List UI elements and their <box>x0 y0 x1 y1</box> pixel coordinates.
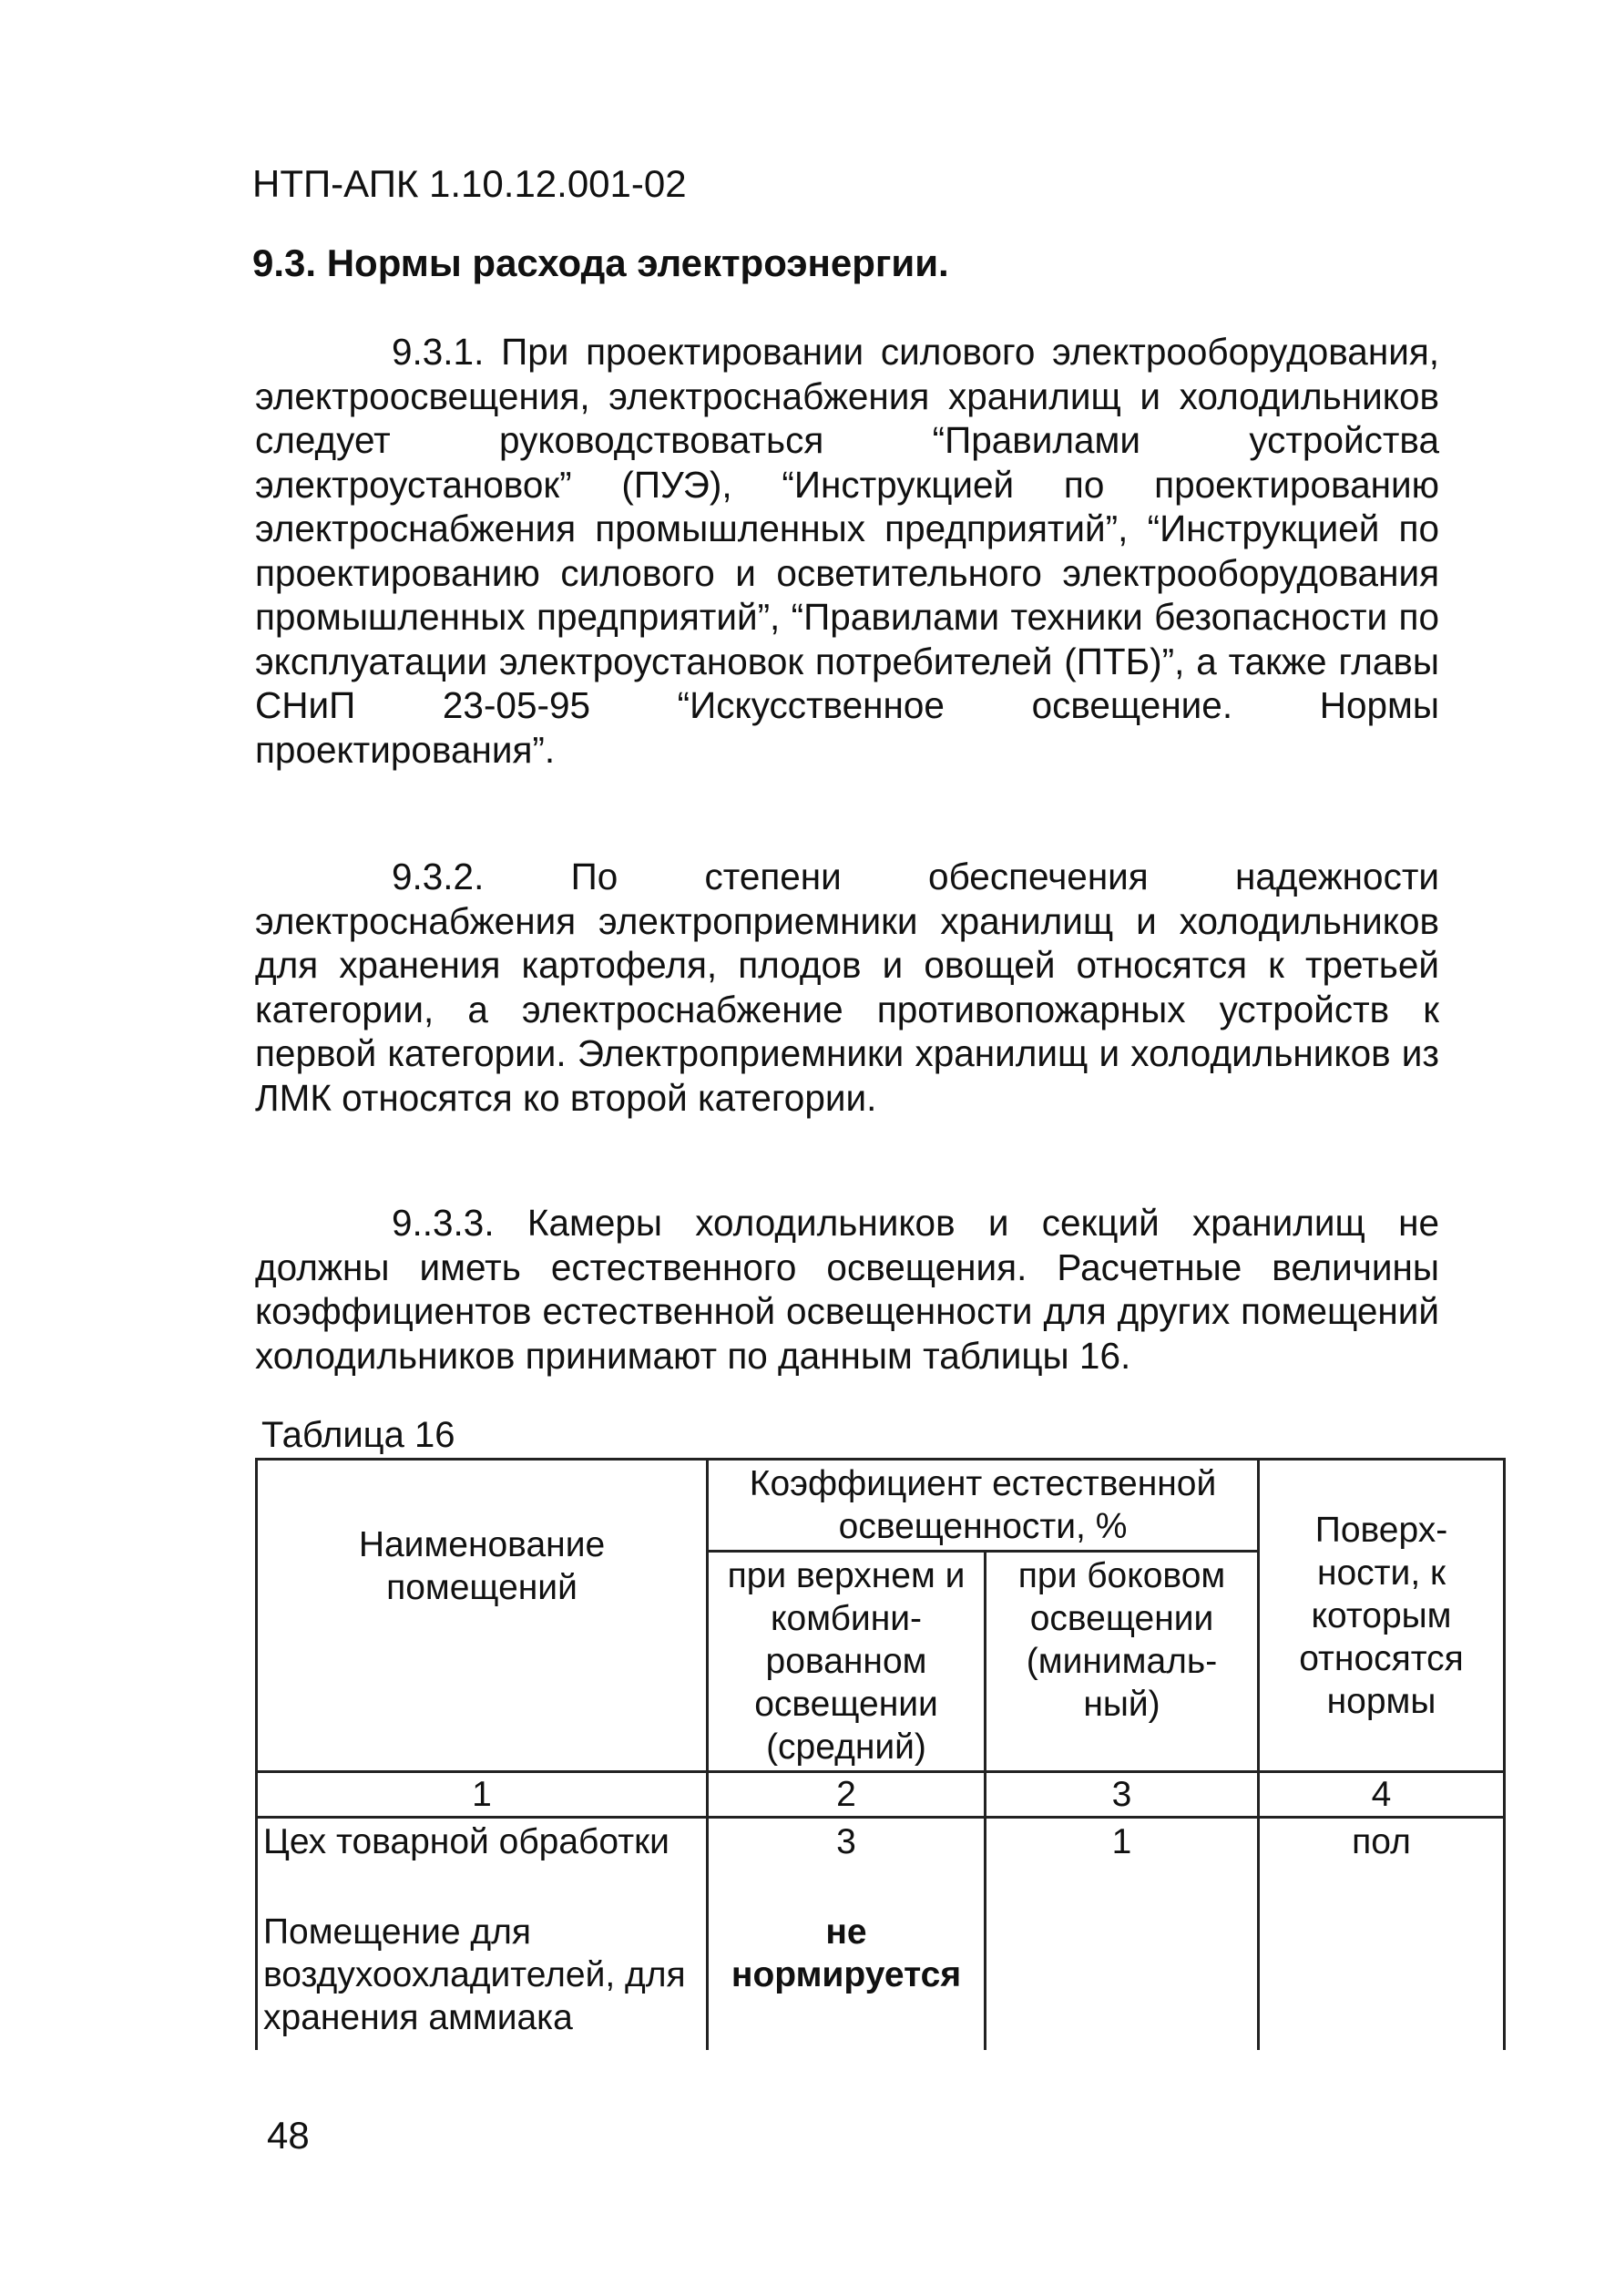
paragraph-9-3-1: 9.3.1. При проектировании силового электрооборудования, электроосвещения, электроснабжения хранилищ и холодильников следует руководствоваться “Правилами устройства электроустановок” (ПУЭ), “Инструкцией по проектированию электроснабжения промышленных предприятий”, “Инструкцией по проектированию силового и осветительного электрооборудования промышленных предприятий”, “Правилами техники безопасности по эксплуатации электроустановок потребителей (ПТБ)”, а также главы СНиП 23-05-95 “Искусственное освещение. Нормы проектирования”. <box>255 331 1439 771</box>
column-number: 1 <box>257 1772 708 1818</box>
room-name-cell: Помещение для воздухоохладителей, для хранения аммиака <box>257 1865 708 2050</box>
page-number: 48 <box>267 2114 310 2157</box>
paragraph-9-3-3: 9..3.3. Камеры холодильников и секций хранилищ не должны иметь естественного освещения. Расчетные величины коэффициентов естественной освещенности для других помещений холодильников принимают по данным таблицы 16. <box>255 1202 1439 1377</box>
room-name-cell: Цех товарной обработки <box>257 1818 708 1866</box>
section-title: 9.3. Нормы расхода электроэнергии. <box>252 241 949 284</box>
document-code: НТП-АПК 1.10.12.001-02 <box>252 162 687 205</box>
top-lighting-cell: не нормируется <box>708 1865 986 2050</box>
surface-cell <box>1259 1865 1505 2050</box>
column-number: 3 <box>986 1772 1259 1818</box>
paragraph-9-3-2: 9.3.2. По степени обеспечения надежности электроснабжения электроприемники хранилищ и холодильников для хранения картофеля, плодов и овощей относятся к третьей категории, а электроснабжение противопожарных устройств к первой категории. Электроприемники хранилищ и холодильников из ЛМК относятся ко второй категории. <box>255 856 1439 1119</box>
side-lighting-cell <box>986 1865 1259 2050</box>
table-16 <box>255 1458 1506 2050</box>
surface-cell: пол <box>1259 1818 1505 1866</box>
side-lighting-cell: 1 <box>986 1818 1259 1866</box>
header-coefficient-group: Коэффициент естественной освещенности, % <box>708 1460 1259 1552</box>
table-row <box>257 1865 1505 2050</box>
header-side-lighting: при боковом освещении (минималь-ный) <box>986 1552 1259 1772</box>
header-top-lighting: при верхнем и комбини-рованном освещении (средний) <box>708 1552 986 1772</box>
top-lighting-cell: 3 <box>708 1818 986 1866</box>
header-room-name: Наименование помещений <box>257 1460 708 1772</box>
header-surfaces: Поверх-ности, к которым относятся нормы <box>1259 1460 1505 1772</box>
column-number: 2 <box>708 1772 986 1818</box>
table-row <box>257 1818 1505 1866</box>
table-caption: Таблица 16 <box>261 1415 455 1455</box>
column-number: 4 <box>1259 1772 1505 1818</box>
